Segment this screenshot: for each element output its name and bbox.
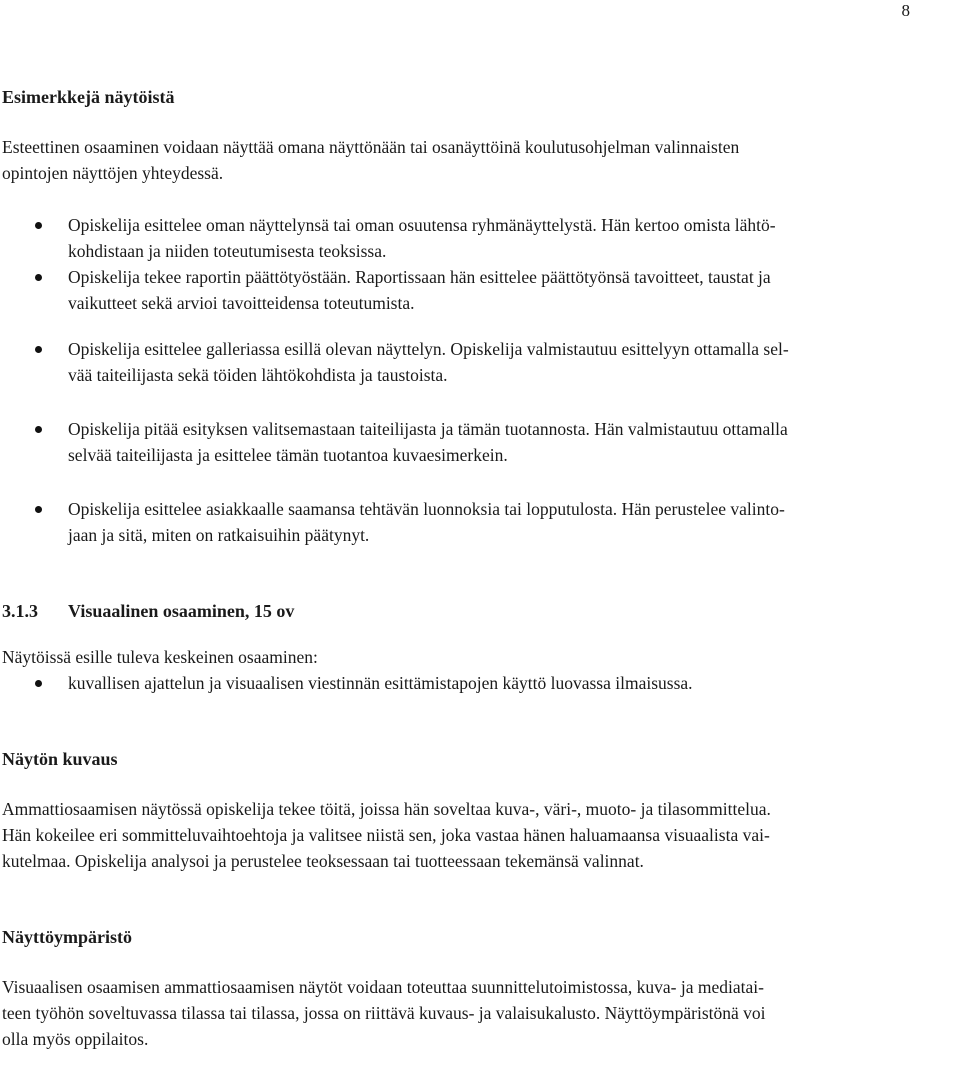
list-item [2,416,952,468]
bullet-icon [35,506,42,513]
bullet-icon [35,222,42,229]
section-heading-examples: Esimerkkejä näytöistä [2,87,175,107]
competence-list [2,670,952,696]
text-line: opintojen näyttöjen yhteydessä. [2,163,224,183]
text-line: kutelmaa. Opiskelija analysoi ja perustelee teoksessaan tai tuotteessaan tekemänsä valinnat. [2,851,644,871]
text-line: Opiskelija esittelee oman näyttelynsä tai oman osuutensa ryhmänäyttelystä. Hän kertoo omista lähtö- [68,215,776,235]
list-item [2,496,952,548]
text-line: olla myös oppilaitos. [2,1029,149,1049]
text-line: vää taiteilijasta sekä töiden lähtökohdista ja taustoista. [68,365,448,385]
text-line: selvää taiteilijasta ja esittelee tämän tuotantoa kuvaesimerkein. [68,445,508,465]
text-line: Ammattiosaamisen näytössä opiskelija tekee töitä, joissa hän soveltaa kuva-, väri-, muoto- ja tilasommittelua. [2,799,771,819]
competence-lead: Näytöissä esille tuleva keskeinen osaaminen: [2,647,318,667]
subsection-heading [2,598,952,624]
text-line: Visuaalisen osaamisen ammattiosaamisen näytöt voidaan toteuttaa suunnittelutoimistossa, kuva- ja mediatai- [2,977,764,997]
examples-list [2,212,952,548]
page-number: 8 [901,1,910,20]
text-line: jaan ja sitä, miten on ratkaisuihin päätynyt. [68,525,370,545]
environment-paragraph [2,974,952,1052]
bullet-icon [35,346,42,353]
list-item [2,670,952,696]
list-item [2,212,952,264]
text-line: teen työhön soveltuvassa tilassa tai tilassa, jossa on riittävä kuvaus- ja valaisukalusto. Näyttöympäristönä voi [2,1003,766,1023]
subsection-title: Visuaalinen osaaminen, 15 ov [68,601,295,621]
text-line: Esteettinen osaaminen voidaan näyttää omana näyttönään tai osanäyttöinä koulutusohjelman valinnaisten [2,137,740,157]
text-line: Opiskelija esittelee asiakkaalle saamansa tehtävän luonnoksia tai lopputulosta. Hän perustelee valinto- [68,499,785,519]
bullet-icon [35,274,42,281]
text-line: Opiskelija pitää esityksen valitsemastaan taiteilijasta ja tämän tuotannosta. Hän valmistautuu ottamalla [68,419,788,439]
text-line: kuvallisen ajattelun ja visuaalisen viestinnän esittämistapojen käyttö luovassa ilmaisussa. [68,673,693,693]
document-body [2,84,952,1052]
text-line: kohdistaan ja niiden toteutumisesta teoksissa. [68,241,387,261]
section-heading-description: Näytön kuvaus [2,749,118,769]
list-item [2,264,952,316]
section-heading-environment: Näyttöympäristö [2,927,132,947]
description-paragraph [2,796,952,874]
bullet-icon [35,680,42,687]
text-line: vaikutteet sekä arvioi tavoitteidensa toteutumista. [68,293,415,313]
text-line: Opiskelija esittelee galleriassa esillä olevan näyttelyn. Opiskelija valmistautuu esittelyyn ottamalla sel- [68,339,789,359]
intro-paragraph [2,134,952,186]
text-line: Hän kokeilee eri sommitteluvaihtoehtoja ja valitsee niistä sen, joka vastaa hänen haluamaansa visuaalista vai- [2,825,770,845]
list-item [2,336,952,388]
bullet-icon [35,426,42,433]
text-line: Opiskelija tekee raportin päättötyöstään. Raportissaan hän esittelee päättötyönsä tavoitteet, taustat ja [68,267,771,287]
subsection-number: 3.1.3 [2,601,38,621]
